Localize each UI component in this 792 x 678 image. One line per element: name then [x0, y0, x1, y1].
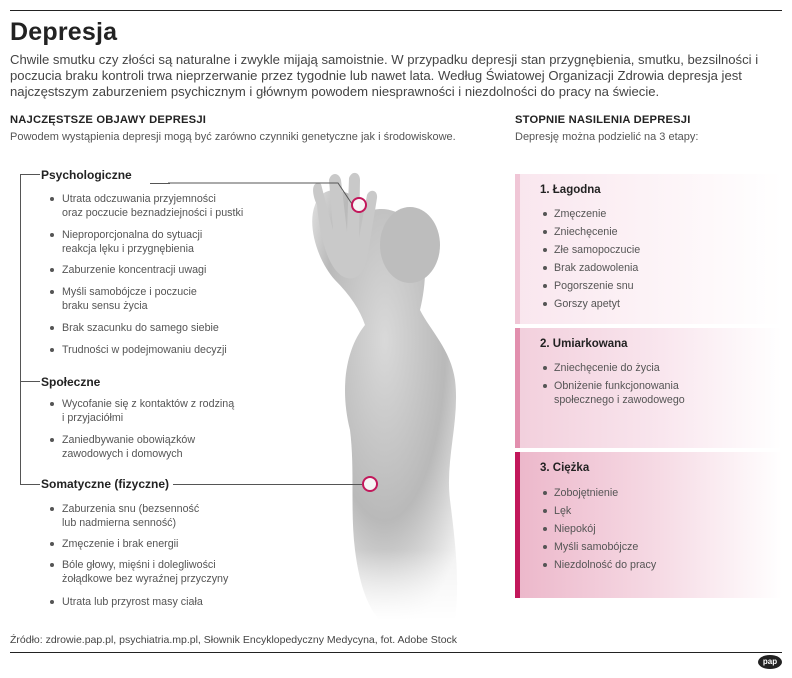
- symptom-item: Bóle głowy, mięśni i dolegliwości: [62, 559, 216, 571]
- symptom-item: Wycofanie się z kontaktów z rodziną: [62, 398, 235, 410]
- severity-item: Myśli samobójcze: [554, 541, 639, 553]
- symptom-item: Brak szacunku do samego siebie: [62, 322, 219, 334]
- symptom-item-cont: zawodowych i domowych: [62, 448, 183, 460]
- severity-item: Zmęczenie: [554, 208, 607, 220]
- man-holding-head-photo: [255, 150, 515, 620]
- severity-item: Gorszy apetyt: [554, 298, 620, 310]
- severity-item: Lęk: [554, 505, 572, 517]
- stomach-hotspot[interactable]: [362, 476, 378, 492]
- severity-level-title: 1. Łagodna: [540, 184, 601, 196]
- leader-head: [150, 183, 170, 184]
- severity-item: Pogorszenie snu: [554, 280, 634, 292]
- severity-level-title: 2. Umiarkowana: [540, 338, 628, 350]
- severity-item: Brak zadowolenia: [554, 262, 639, 274]
- symptom-item-cont: żołądkowe bez wyraźnej przyczyny: [62, 573, 229, 585]
- symptom-item: Trudności w podejmowaniu decyzji: [62, 344, 227, 356]
- symptoms-subtitle: Powodem wystąpienia depresji mogą być zarówno czynniki genetyczne jak i środowiskowe.: [10, 131, 456, 143]
- severity-item: Zobojętnienie: [554, 487, 619, 499]
- source-note: Źródło: zdrowie.pap.pl, psychiatria.mp.pl, Słownik Encyklopedyczny Medycyna, fot. Adobe Stock: [10, 634, 458, 646]
- symptom-item: Zaburzenia snu (bezsenność: [62, 503, 200, 515]
- severity-item: Złe samopoczucie: [554, 244, 641, 256]
- severity-item: Niepokój: [554, 523, 596, 535]
- symptom-item-cont: lub nadmierna senność): [62, 517, 177, 529]
- symptom-item: Utrata odczuwania przyjemności: [62, 193, 216, 205]
- symptom-item-cont: i przyjaciółmi: [62, 412, 124, 424]
- symptom-item-cont: oraz poczucie beznadziejności i pustki: [62, 207, 244, 219]
- severity-item: Zniechęcenie: [554, 226, 618, 238]
- top-rule: [10, 10, 782, 11]
- symptom-item: Nieproporcjonalna do sytuacji: [62, 229, 203, 241]
- page-title: Depresja: [10, 18, 118, 46]
- severity-item: Niezdolność do pracy: [554, 559, 657, 571]
- symptom-item-cont: reakcja lęku i przygnębienia: [62, 243, 194, 255]
- category-somatic: Somatyczne (fizyczne): [41, 477, 173, 491]
- bracket-tick-bottom: [20, 484, 40, 485]
- symptom-item: Utrata lub przyrost masy ciała: [62, 596, 203, 608]
- symptoms-heading: NAJCZĘSTSZE OBJAWY DEPRESJI: [10, 114, 207, 126]
- pap-logo: pap: [758, 655, 782, 669]
- bottom-rule: [10, 652, 782, 653]
- severity-heading: STOPNIE NASILENIA DEPRESJI: [515, 114, 691, 126]
- severity-bar-severe: [515, 452, 520, 598]
- severity-item: Zniechęcenie do życia: [554, 362, 660, 374]
- symptom-item: Zaniedbywanie obowiązków: [62, 434, 196, 446]
- head-hotspot[interactable]: [351, 197, 367, 213]
- severity-subtitle: Depresję można podzielić na 3 etapy:: [515, 131, 699, 143]
- intro-text: Chwile smutku czy złości są naturalne i zwykle mijają samoistnie. W przypadku depresji stan przygnębienia, smutku, bezsilności i poczucia braku kontroli trwa nieprzerwanie przez tygodnie lub nawet lata. Według Światowej Organizacji Zdrowia depresja jest najczęstszym zaburzeniem psychicznym i głównym powodem niesprawności i niezdolności do pracy na świecie.: [10, 52, 759, 99]
- bracket-tick-social: [20, 381, 40, 382]
- severity-item: Obniżenie funkcjonowania: [554, 380, 679, 392]
- leader-stomach: [150, 484, 362, 485]
- symptom-item: Myśli samobójcze i poczucie: [62, 286, 197, 298]
- severity-item-cont: społecznego i zawodowego: [554, 394, 685, 406]
- severity-bar-mild: [515, 174, 520, 324]
- category-psychological: Psychologiczne: [41, 168, 136, 182]
- symptom-item: Zmęczenie i brak energii: [62, 538, 179, 550]
- severity-bar-moderate: [515, 328, 520, 448]
- symptom-bracket: [20, 174, 21, 484]
- category-social: Społeczne: [41, 375, 104, 389]
- symptom-item: Zaburzenie koncentracji uwagi: [62, 264, 207, 276]
- symptom-item-cont: braku sensu życia: [62, 300, 148, 312]
- severity-level-title: 3. Ciężka: [540, 462, 590, 474]
- bracket-tick-top: [20, 174, 40, 175]
